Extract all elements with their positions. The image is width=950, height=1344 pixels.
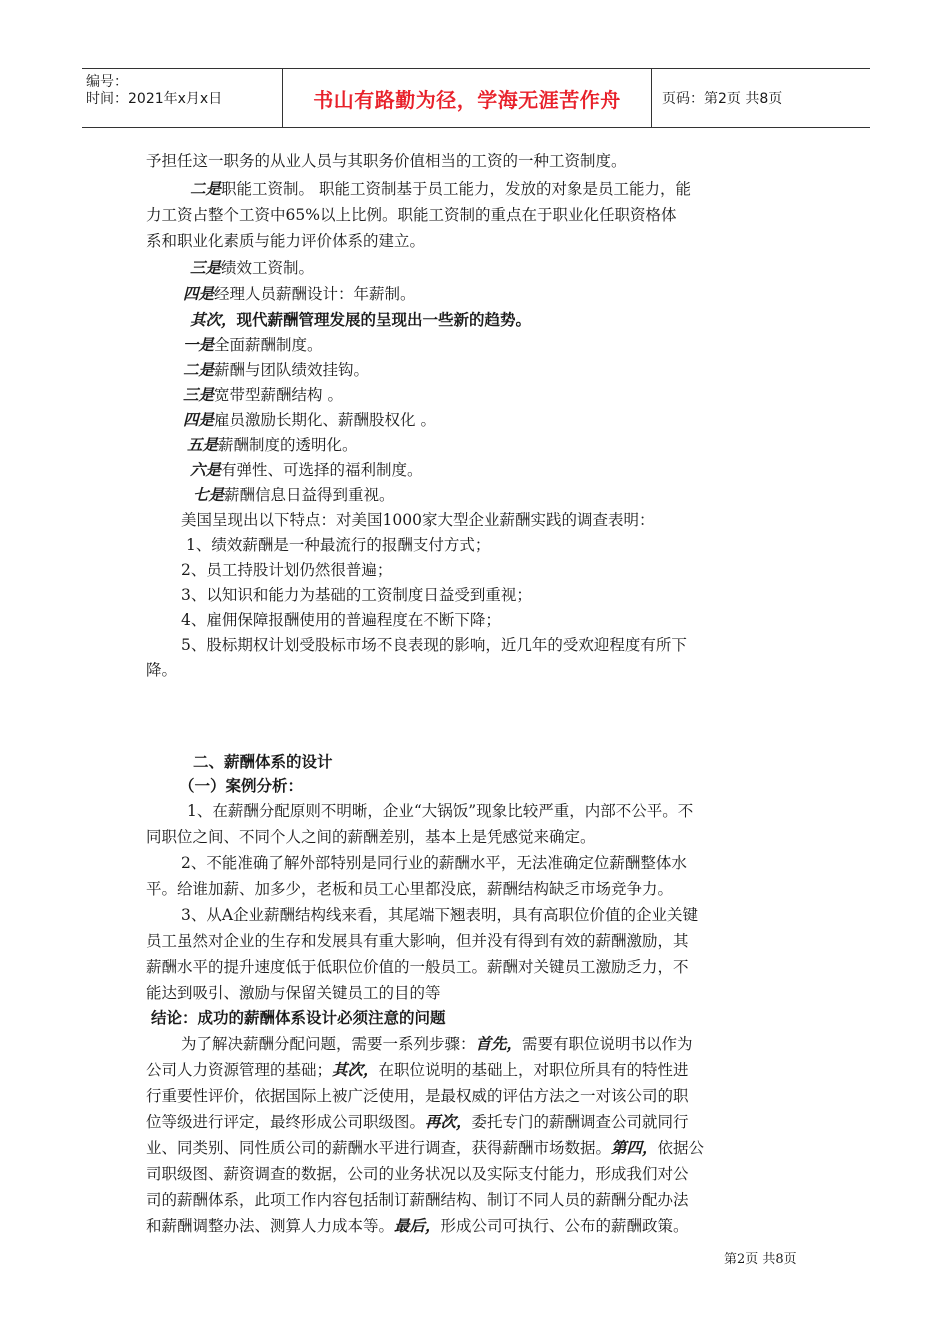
emphasis-label: 四是 — [183, 284, 215, 303]
emphasis-label: 其次， — [190, 310, 237, 329]
document-time-label: 时间：2021年x月x日 — [86, 91, 223, 107]
list-item: 三是宽带型薪酬结构 。 — [183, 385, 343, 404]
paragraph-line: 3、从A企业薪酬结构线来看，其尾端下翘表明，具有高职位价值的企业关键 — [181, 906, 699, 924]
paragraph-line: 和薪酬调整办法、测算人力成本等。最后，形成公司可执行、公布的薪酬政策。 — [146, 1216, 689, 1235]
paragraph-line: 平。给谁加薪、加多少，老板和员工心里都没底，薪酬结构缺乏市场竞争力。 — [146, 880, 674, 898]
emphasis-label: 二是 — [190, 179, 222, 198]
emphasis-label: 二是 — [183, 360, 215, 379]
paragraph-line: 美国呈现出以下特点：对美国1000家大型企业薪酬实践的调查表明： — [181, 511, 655, 529]
emphasis-label: 四是 — [183, 410, 215, 429]
list-item: 2、员工持股计划仍然很普遍； — [181, 561, 393, 579]
paragraph-line: 同职位之间、不同个人之间的薪酬差别，基本上是凭感觉来确定。 — [146, 828, 596, 846]
page-footer: 第2页 共8页 — [724, 1252, 797, 1267]
paragraph-line: 系和职业化素质与能力评价体系的建立。 — [146, 232, 426, 250]
list-item: 六是有弹性、可选择的福利制度。 — [190, 460, 423, 479]
emphasis-label: 最后， — [394, 1216, 441, 1235]
header-page-info: 页码：第2页 共8页 — [662, 91, 783, 107]
section-heading: 其次，现代薪酬管理发展的呈现出一些新的趋势。 — [190, 310, 532, 329]
paragraph-line: 力工资占整个工资中65%以上比例。职能工资制的重点在于职业化任职资格体 — [146, 206, 677, 224]
emphasis-label: 五是 — [187, 435, 219, 454]
paragraph-line: 为了解决薪酬分配问题，需要一系列步骤：首先，需要有职位说明书以作为 — [181, 1034, 693, 1053]
paragraph-line: 业、同类别、同性质公司的薪酬水平进行调查，获得薪酬市场数据。第四，依据公 — [146, 1138, 705, 1157]
paragraph-line: 司的薪酬体系，此项工作内容包括制订薪酬结构、制订不同人员的薪酬分配办法 — [146, 1191, 689, 1209]
paragraph-line: 四是经理人员薪酬设计：年薪制。 — [183, 284, 416, 303]
paragraph-line: 行重要性评价，依据国际上被广泛使用，是最权威的评估方法之一对该公司的职 — [146, 1087, 689, 1105]
list-item: 4、雇佣保障报酬使用的普遍程度在不断下降； — [181, 611, 501, 629]
header-page-cell — [652, 69, 870, 127]
subsection-heading: （一）案例分析： — [179, 776, 304, 795]
paragraph-line: 1、在薪酬分配原则不明晰，企业“大锅饭”现象比较严重，内部不公平。不 — [187, 802, 694, 820]
emphasis-label: 再次， — [425, 1112, 472, 1131]
emphasis-label: 三是 — [190, 258, 222, 277]
emphasis-label: 三是 — [183, 385, 215, 404]
emphasis-label: 七是 — [193, 485, 225, 504]
conclusion-heading: 结论：成功的薪酬体系设计必须注意的问题 — [151, 1008, 446, 1027]
list-item: 一是全面薪酬制度。 — [183, 335, 323, 354]
paragraph-line: 予担任这一职务的从业人员与其职务价值相当的工资的一种工资制度。 — [146, 152, 627, 170]
header-meta-cell — [82, 69, 282, 127]
emphasis-label: 六是 — [190, 460, 222, 479]
paragraph-line: 位等级进行评定，最终形成公司职级图。再次，委托专门的薪酬调查公司就同行 — [146, 1112, 689, 1131]
emphasis-label: 其次， — [332, 1060, 379, 1079]
document-number-label: 编号： — [86, 74, 128, 90]
header-motto-cell — [282, 69, 652, 127]
paragraph-line: 员工虽然对企业的生存和发展具有重大影响，但并没有得到有效的薪酬激励，其 — [146, 932, 689, 950]
emphasis-label: 一是 — [183, 335, 215, 354]
paragraph-line: 薪酬水平的提升速度低于低职位价值的一般员工。薪酬对关键员工激励乏力，不 — [146, 958, 689, 976]
paragraph-line: 能达到吸引、激励与保留关键员工的目的等 — [146, 984, 441, 1002]
header-motto: 书山有路勤为径，学海无涯苦作舟 — [313, 87, 621, 112]
emphasis-label: 首先， — [475, 1034, 523, 1053]
list-item: 二是薪酬与团队绩效挂钩。 — [183, 360, 370, 379]
paragraph-line: 二是职能工资制。 职能工资制基于员工能力，发放的对象是员工能力，能 — [190, 179, 691, 198]
list-item: 5、股标期权计划受股标市场不良表现的影响，近几年的受欢迎程度有所下 — [181, 636, 687, 654]
paragraph-line: 公司人力资源管理的基础；其次，在职位说明的基础上，对职位所具有的特性进 — [146, 1060, 689, 1079]
paragraph-line: 降。 — [146, 661, 178, 679]
emphasis-label: 第四， — [611, 1138, 658, 1157]
paragraph-line: 2、不能准确了解外部特别是同行业的薪酬水平，无法准确定位薪酬整体水 — [181, 854, 687, 872]
list-item: 3、以知识和能力为基础的工资制度日益受到重视； — [181, 586, 532, 604]
list-item: 四是雇员激励长期化、薪酬股权化 。 — [183, 410, 436, 429]
section-heading: 二、薪酬体系的设计 — [193, 752, 333, 771]
document-header — [82, 68, 870, 128]
list-item: 1、绩效薪酬是一种最流行的报酬支付方式； — [186, 536, 491, 554]
paragraph-line: 三是绩效工资制。 — [190, 258, 315, 277]
paragraph-line: 司职级图、薪资调查的数据，公司的业务状况以及实际支付能力，形成我们对公 — [146, 1165, 689, 1183]
list-item: 五是薪酬制度的透明化。 — [187, 435, 358, 454]
list-item: 七是薪酬信息日益得到重视。 — [193, 485, 395, 504]
